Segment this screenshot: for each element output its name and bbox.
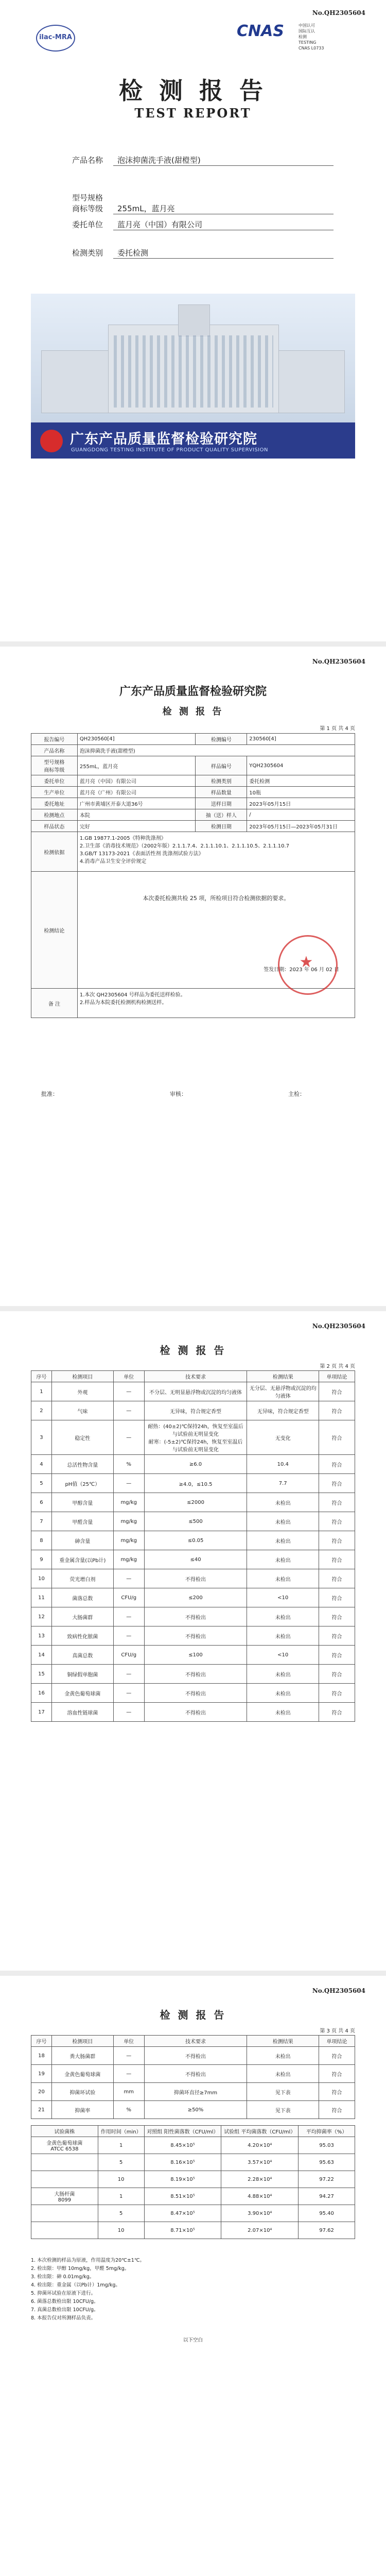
table-cell: 无变化 [247, 1420, 319, 1455]
table-cell: 未检出 [247, 1607, 319, 1626]
table-cell: — [113, 1401, 144, 1420]
table-cell: 符合 [319, 1493, 355, 1512]
field-test-category: 检测类别 委托检测 [41, 247, 334, 259]
table-cell: 不得检出 [144, 1684, 247, 1703]
table-cell: 13 [31, 1626, 52, 1646]
table-row: 委托单位 蓝月亮（中国）有限公司 检测类别 委托检测 [31, 775, 355, 787]
table-row [31, 2065, 355, 2083]
conclusion-text: 本次委托检测共检 25 项，所检项目符合检测依据的要求。 [143, 895, 290, 902]
note-item: 4. 检出限：重金属（以Pb计）1mg/kg。 [31, 2282, 120, 2288]
table-cell: 1 [98, 2137, 144, 2154]
table-cell [31, 2154, 98, 2171]
table-row [31, 2171, 355, 2188]
table-cell: — [113, 1665, 144, 1684]
table-cell: 见下表 [247, 2101, 319, 2119]
table-cell: % [113, 1455, 144, 1474]
table-cell: 10 [98, 2171, 144, 2188]
table-cell: 2 [31, 1401, 52, 1420]
table-cell: 8.16×10⁵ [144, 2154, 221, 2171]
table-cell: 未检出 [247, 1512, 319, 1531]
table-row: 型号规格 商标等级 255mL，蓝月亮 样品编号 YQH2305604 [31, 756, 355, 775]
table-row: 检测结论 本次委托检测共检 25 项，所检项目符合检测依据的要求。 签发日期：2023 年 06 月 02 日 [31, 872, 355, 989]
table-cell: 符合 [319, 2101, 355, 2119]
table-cell: ≤100 [144, 1646, 247, 1665]
table-cell: 95.40 [299, 2205, 355, 2222]
table-cell: 符合 [319, 1531, 355, 1550]
table-cell: 无异味，符合规定香型 [144, 1401, 247, 1420]
table-cell: 总活性物含量 [51, 1455, 113, 1474]
table-cell: 8.19×10⁵ [144, 2171, 221, 2188]
table-row [31, 1512, 355, 1531]
table-cell: 真菌总数 [51, 1646, 113, 1665]
table-cell: — [113, 1420, 144, 1455]
table-cell: ≤200 [144, 1588, 247, 1607]
table-cell [31, 2222, 98, 2239]
test-basis: 1.GB 19877.1-2005《特种洗涤剂》 2.卫生部《消毒技术规范》（2002年版）2.1.1.7.4、2.1.1.10.1、2.1.1.10.5、2.1.1.10.7 3.GB/T 13173-2021《表面活性剂 洗涤剂试验方法》 4.消毒产品卫生安全评价规定 [77, 832, 355, 872]
table-cell: 95.63 [299, 2154, 355, 2171]
field-client: 委托单位 蓝月亮（中国）有限公司 [41, 219, 334, 230]
table-cell: CFU/g [113, 1646, 144, 1665]
banner-title-en: GUANGDONG TESTING INSTITUTE OF PRODUCT QUALITY SUPERVISION [71, 447, 268, 453]
table-row: 检测地点 本院 抽（送）样人 / [31, 809, 355, 821]
table-cell: 17 [31, 1703, 52, 1722]
table-cell: 大肠杆菌 8099 [31, 2188, 98, 2205]
table-row [31, 1646, 355, 1665]
table-row [31, 2154, 355, 2171]
table-cell: 符合 [319, 1665, 355, 1684]
table-cell: 10.4 [247, 1455, 319, 1474]
table-cell: 无分层、无悬浮物或沉淀的均匀液体 [247, 1382, 319, 1401]
cover-page [0, 0, 386, 641]
table-cell: ≥4.0，≤10.5 [144, 1474, 247, 1493]
table-row [31, 1455, 355, 1474]
field-product-name: 产品名称 泡沫抑菌洗手液(甜橙型) [41, 155, 334, 166]
table-cell: 未检出 [247, 1531, 319, 1550]
table-cell: 符合 [319, 1569, 355, 1588]
table-cell: 不得检出 [144, 1665, 247, 1684]
page-title: 检 测 报 告 [162, 706, 224, 717]
banner-title-cn: 广东产品质量监督检验研究院 [70, 431, 257, 447]
table-cell: 不得检出 [144, 1626, 247, 1646]
table-cell: 97.62 [299, 2222, 355, 2239]
table-cell: 金黄色葡萄球菌 [51, 2065, 113, 2083]
table-row [31, 1550, 355, 1569]
table-cell: 见下表 [247, 2083, 319, 2101]
table-cell: 符合 [319, 1684, 355, 1703]
institute-banner [31, 422, 355, 459]
cover-title-cn: 检 测 报 告 [118, 77, 268, 105]
table-cell: 未检出 [247, 2047, 319, 2065]
table-cell: 19 [31, 2065, 52, 2083]
table-row [31, 2222, 355, 2239]
table-cell: 未检出 [247, 1569, 319, 1588]
table-cell: 2.07×10⁴ [221, 2222, 299, 2239]
page-number: 第 3 页 共 4 页 [320, 2028, 355, 2034]
results-page-2 [0, 1976, 386, 2576]
table-cell: 15 [31, 1665, 52, 1684]
table-cell: 未检出 [247, 1684, 319, 1703]
table-cell: 97.22 [299, 2171, 355, 2188]
table-cell: 10 [31, 1569, 52, 1588]
table-cell: 未检出 [247, 1703, 319, 1722]
table-cell: <10 [247, 1646, 319, 1665]
table-cell: 12 [31, 1607, 52, 1626]
table-row [31, 1588, 355, 1607]
table-cell: ≤40 [144, 1550, 247, 1569]
table-row [31, 2101, 355, 2119]
page-number: 第 1 页 共 4 页 [320, 726, 355, 732]
table-cell: 符合 [319, 1626, 355, 1646]
table-cell: 耐热：(40±2)℃保持24h，恢复至室温后与试验前无明显变化 耐寒：(-5±2)℃保持24h，恢复至室温后与试验前无明显变化 [144, 1420, 247, 1455]
table-row [31, 2137, 355, 2154]
table-row [31, 1474, 355, 1493]
table-cell [31, 2171, 98, 2188]
logo-row [31, 20, 355, 56]
table-cell: 符合 [319, 1420, 355, 1455]
table-cell: 5 [98, 2154, 144, 2171]
table-cell: 16 [31, 1684, 52, 1703]
signature-review: 审核： [170, 1091, 187, 1097]
table-row [31, 1703, 355, 1722]
table-row [31, 1493, 355, 1512]
table-cell: 未检出 [247, 2065, 319, 2083]
table-cell: 94.27 [299, 2188, 355, 2205]
table-cell: ≤0.05 [144, 1531, 247, 1550]
issue-date: 签发日期：2023 年 06 月 02 日 [264, 967, 339, 973]
signature-approve: 批准： [41, 1091, 58, 1097]
table-cell: — [113, 1607, 144, 1626]
table-cell: 8.45×10⁵ [144, 2137, 221, 2154]
remarks: 1.本次 QH2305604 号样品为委托送样检验。 2.样品为本院委托检测机构检测送样。 [77, 989, 355, 1018]
table-row [31, 1665, 355, 1684]
report-number: No.QH2305604 [312, 1323, 365, 1330]
table-cell: 11 [31, 1588, 52, 1607]
table-cell: 4 [31, 1455, 52, 1474]
table-cell: 重金属含量(以Pb计) [51, 1550, 113, 1569]
table-cell: 菌落总数 [51, 1588, 113, 1607]
table-row [31, 1607, 355, 1626]
table-cell: 不分层、无明显悬浮物或沉淀的均匀液体 [144, 1382, 247, 1401]
table-cell: 未检出 [247, 1626, 319, 1646]
table-cell: 未检出 [247, 1550, 319, 1569]
table-cell: mg/kg [113, 1550, 144, 1569]
table-cell: 未检出 [247, 1493, 319, 1512]
table-cell: 荧光增白剂 [51, 1569, 113, 1588]
table-cell: 9 [31, 1550, 52, 1569]
table-cell: 金黄色葡萄球菌 [51, 1684, 113, 1703]
note-item: 3. 检出限：砷 0.01mg/kg。 [31, 2274, 95, 2280]
table-cell: 3.90×10⁴ [221, 2205, 299, 2222]
table-cell: mg/kg [113, 1493, 144, 1512]
table-cell: 抑菌环直径≥7mm [144, 2083, 247, 2101]
report-number: No.QH2305604 [312, 658, 365, 665]
table-cell: 抑菌环试验 [51, 2083, 113, 2101]
table-cell: ≤2000 [144, 1493, 247, 1512]
table-cell: 砷含量 [51, 1531, 113, 1550]
table-cell: 8.71×10⁵ [144, 2222, 221, 2239]
note-item: 1. 本次检测的样品为原液，作用温度为20℃±1℃。 [31, 2258, 145, 2263]
results-table-continued: 序号 检测项目 单位 技术要求 检测结果 单项结论 18 粪大肠菌群 — 不得检出 未检出 符合 19 金黄色葡萄球菌 — 不得检出 未检出 符合 20 抑菌环试验 mm 抑菌环直径≥7mm 见下表 符合 21 抑菌率 % ≥50% 见下表 符合 [31, 2035, 355, 2119]
table-cell: 6 [31, 1493, 52, 1512]
cover-title-en: TEST REPORT [134, 106, 252, 121]
table-row: 生产单位 蓝月亮（广州）有限公司 样品数量 10瓶 [31, 787, 355, 798]
table-row [31, 1401, 355, 1420]
blank-below: 以下空白 [183, 2337, 203, 2343]
table-cell: ≤500 [144, 1512, 247, 1531]
table-cell: — [113, 1626, 144, 1646]
table-cell: — [113, 1382, 144, 1401]
table-cell: 不得检出 [144, 1607, 247, 1626]
cnas-logo: CNAS [237, 22, 284, 40]
table-cell: 粪大肠菌群 [51, 2047, 113, 2065]
table-cell: 未检出 [247, 1665, 319, 1684]
table-cell: 稳定性 [51, 1420, 113, 1455]
note-item: 8. 本报告仅对所测样品负责。 [31, 2315, 96, 2321]
table-cell: 不得检出 [144, 2065, 247, 2083]
table-cell: % [113, 2101, 144, 2119]
results-page-1 [0, 1311, 386, 1971]
table-cell: 10 [98, 2222, 144, 2239]
note-item: 5. 抑菌环试验在原液下进行。 [31, 2291, 96, 2296]
table-cell: 7.7 [247, 1474, 319, 1493]
table-cell: <10 [247, 1588, 319, 1607]
table-cell: 铜绿假单胞菌 [51, 1665, 113, 1684]
table-cell: CFU/g [113, 1588, 144, 1607]
table-cell: 甲醛含量 [51, 1512, 113, 1531]
table-cell: mg/kg [113, 1531, 144, 1550]
table-cell: 3.57×10⁴ [221, 2154, 299, 2171]
table-cell: 95.03 [299, 2137, 355, 2154]
table-cell: 18 [31, 2047, 52, 2065]
table-row [31, 2047, 355, 2065]
table-cell: 符合 [319, 1607, 355, 1626]
table-cell: 2.28×10⁴ [221, 2171, 299, 2188]
table-cell: 无异味，符合规定香型 [247, 1401, 319, 1420]
table-cell: 符合 [319, 1455, 355, 1474]
official-seal: ★ [278, 935, 338, 995]
table-cell: — [113, 2065, 144, 2083]
table-cell: 4.88×10⁴ [221, 2188, 299, 2205]
table-cell: 抑菌率 [51, 2101, 113, 2119]
table-cell: 符合 [319, 1550, 355, 1569]
table-cell: 符合 [319, 1703, 355, 1722]
table-cell: — [113, 1569, 144, 1588]
institute-building-image [31, 294, 355, 422]
table-row [31, 1626, 355, 1646]
table-row: 备 注 1.本次 QH2305604 号样品为委托送样检验。 2.样品为本院委托检测机构检测送样。 [31, 989, 355, 1018]
table-row: 报告编号 QH230560[4] 检测编号 230560[4] [31, 734, 355, 745]
table-cell: ≥6.0 [144, 1455, 247, 1474]
table-cell: 不得检出 [144, 1703, 247, 1722]
table-cell: 符合 [319, 1401, 355, 1420]
table-cell: 3 [31, 1420, 52, 1455]
table-cell: ≥50% [144, 2101, 247, 2119]
table-row [31, 1684, 355, 1703]
table-cell: 7 [31, 1512, 52, 1531]
table-cell: mg/kg [113, 1512, 144, 1531]
table-row [31, 1382, 355, 1401]
table-row [31, 2083, 355, 2101]
page-number: 第 2 页 共 4 页 [320, 1364, 355, 1369]
table-cell: 符合 [319, 1646, 355, 1665]
table-cell: 溶血性链球菌 [51, 1703, 113, 1722]
report-number: No.QH2305604 [312, 1987, 365, 1994]
table-cell: 大肠菌群 [51, 1607, 113, 1626]
table-row: 样品状态 完好 检测日期 2023年05月15日—2023年05月31日 [31, 821, 355, 832]
note-item: 6. 菌落总数检出限 10CFU/g。 [31, 2299, 99, 2304]
table-row [31, 1569, 355, 1588]
table-cell: 外观 [51, 1382, 113, 1401]
table-cell: 符合 [319, 2083, 355, 2101]
table-cell: 金黄色葡萄球菌 ATCC 6538 [31, 2137, 98, 2154]
ilac-logo: ilac-MRA [36, 25, 75, 52]
table-cell: 不得检出 [144, 1569, 247, 1588]
table-cell: 8 [31, 1531, 52, 1550]
table-cell: 5 [98, 2205, 144, 2222]
institute-name: 广东产品质量监督检验研究院 [119, 685, 267, 698]
table-cell: pH值（25℃） [51, 1474, 113, 1493]
table-cell: 符合 [319, 1474, 355, 1493]
table-cell: 符合 [319, 1588, 355, 1607]
table-row: 检测依据 1.GB 19877.1-2005《特种洗涤剂》 2.卫生部《消毒技术规范》（2002年版）2.1.1.7.4、2.1.1.10.1、2.1.1.10.5、2.1.1.10.7 3.GB/T 13173-2021《表面活性剂 洗涤剂试验方法》 4.消毒产品卫生安全评价规定 [31, 832, 355, 872]
institute-logo-icon [40, 430, 63, 452]
table-cell: 符合 [319, 2065, 355, 2083]
notes-list [31, 2257, 355, 2323]
table-cell: 致病性化脓菌 [51, 1626, 113, 1646]
bacteriostatic-table: 试验菌株 作用时间（min） 对照组 阳性菌落数（CFU/ml） 试验组 平均菌落数（CFU/ml） 平均抑菌率（%） 金黄色葡萄球菌 ATCC 6538 1 8.45×10⁵ 4.20×10⁴ 95.03 5 8.16×10⁵ 3.57×10⁴ 95.63 10 8.19×10⁵ 2.28×10⁴ 97.22 大肠杆菌 8099 1 8.51×10⁵ 4.88×10⁴ 94.27 5 8.47×10⁵ 3.90×10⁴ 95.40 10 8.71×10⁵ 2.07×10⁴ 97.62 [31, 2125, 355, 2239]
table-cell: 4.20×10⁴ [221, 2137, 299, 2154]
table-cell: 14 [31, 1646, 52, 1665]
table-cell: 1 [98, 2188, 144, 2205]
table-cell: 气味 [51, 1401, 113, 1420]
table-cell: 甲醇含量 [51, 1493, 113, 1512]
table-row: 委托地址 广州市黄埔区开泰大道36号 送样日期 2023年05月15日 [31, 798, 355, 809]
table-cell [31, 2205, 98, 2222]
note-item: 2. 检出限：甲醇 10mg/kg，甲醛 5mg/kg。 [31, 2266, 130, 2272]
table-cell: 符合 [319, 1382, 355, 1401]
table-cell: — [113, 2047, 144, 2065]
table-cell: 8.47×10⁵ [144, 2205, 221, 2222]
page-title: 检 测 报 告 [160, 1344, 226, 1357]
table-cell: — [113, 1474, 144, 1493]
results-table: 序号 检测项目 单位 技术要求 检测结果 单项结论 1 外观 — 不分层、无明显悬浮物或沉淀的均匀液体 无分层、无悬浮物或沉淀的均匀液体 符合 2 气味 — 无异味，符合规定香型 无异味，符合规定香型 符合 3 稳定性 — 耐热：(40±2)℃保持24h，恢复至室温后与试验前无明显变化 耐寒：(-5±2)℃保持24h，恢复至室温后与试验前无明显变化 无变化 符合 4 总活性物含量 % ≥6.0 10.4 符合 5 pH值（25℃） — ≥4.0，≤10.5 7.7 符合 6 甲醇含量 mg/kg ≤2000 未检出 符合 7 甲醛含量 mg/kg ≤500 未检出 符合 8 砷含量 mg/kg ≤0.05 未检出 符合 9 重金属含量(以Pb计) mg/kg ≤40 未检出 符合 10 荧光增白剂 — 不得检出 未检出 符合 11 菌落总数 CFU/g ≤200 <10 符合 12 大肠菌群 — 不得检出 未检出 符合 13 致病性化脓菌 — 不得检出 未检出 符合 14 真菌总数 CFU/g ≤100 <10 符合 15 铜绿假单胞菌 — 不得检出 未检出 符合 16 金黄色葡萄球菌 — 不得检出 未检出 符合 17 溶血性链球菌 — 不得检出 未检出 符合 [31, 1370, 355, 1722]
table-cell: 21 [31, 2101, 52, 2119]
table-cell: 符合 [319, 1512, 355, 1531]
report-number: No.QH2305604 [312, 9, 365, 16]
table-cell: 20 [31, 2083, 52, 2101]
table-cell: 符合 [319, 2047, 355, 2065]
table-row [31, 1420, 355, 1455]
table-cell: mm [113, 2083, 144, 2101]
cnas-side-text: 中国认可 国际互认 检测 TESTING CNAS L0733 [299, 23, 324, 50]
table-row [31, 2188, 355, 2205]
signature-main: 主检： [288, 1091, 305, 1097]
page-title: 检 测 报 告 [160, 2009, 226, 2021]
table-cell: — [113, 1703, 144, 1722]
table-cell: 8.51×10⁵ [144, 2188, 221, 2205]
field-model-spec: 型号规格 商标等级 255mL，蓝月亮 [41, 183, 334, 214]
table-cell: 1 [31, 1382, 52, 1401]
table-cell: — [113, 1684, 144, 1703]
table-cell: 5 [31, 1474, 52, 1493]
table-row [31, 2205, 355, 2222]
table-cell: 不得检出 [144, 2047, 247, 2065]
summary-page [0, 647, 386, 1306]
table-row: 产品名称 泡沫抑菌洗手液(甜橙型) [31, 745, 355, 756]
note-item: 7. 真菌总数检出限 10CFU/g。 [31, 2307, 99, 2313]
table-row [31, 1531, 355, 1550]
